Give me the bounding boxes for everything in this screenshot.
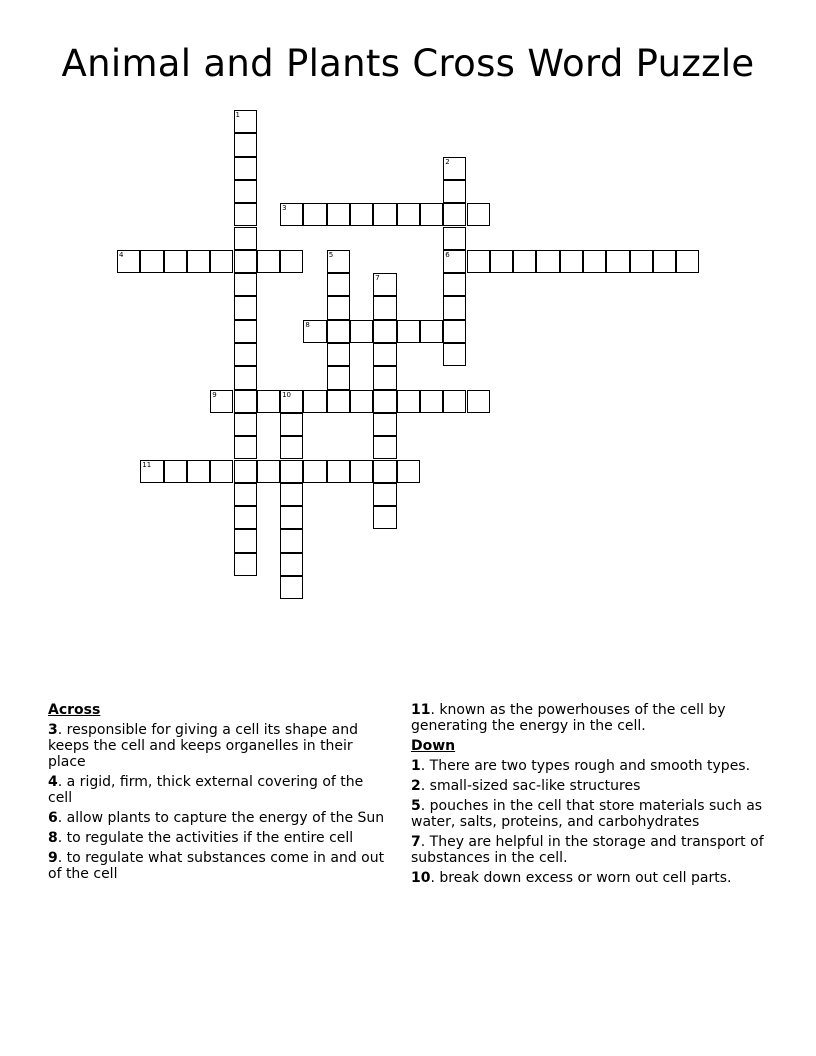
grid-cell[interactable] [210,460,233,483]
clue-across-3 [48,722,388,770]
grid-cell[interactable] [327,390,350,413]
clue-text: allow plants to capture the energy of the Sun [66,810,385,826]
clue-text: They are helpful in the storage and transport of substances in the cell. [411,834,764,866]
cell-number: 1 [235,111,240,119]
grid-cell[interactable] [420,203,443,226]
grid-cell[interactable] [397,320,420,343]
grid-cell[interactable] [397,460,420,483]
grid-cell[interactable] [490,250,513,273]
grid-cell[interactable] [234,460,257,483]
grid-cell[interactable] [257,460,280,483]
grid-cell[interactable] [373,483,396,506]
grid-cell[interactable] [164,460,187,483]
grid-cell[interactable] [280,553,303,576]
grid-cell[interactable] [280,436,303,459]
clue-down-5 [411,798,771,830]
clue-dot: . [430,702,440,718]
cell-number: 11 [142,460,152,469]
grid-cell[interactable] [443,296,466,319]
grid-cell[interactable] [443,180,466,203]
clue-number: 3 [48,722,58,738]
clue-dot: . [57,774,67,790]
grid-cell[interactable] [373,413,396,436]
grid-cell[interactable] [234,483,257,506]
grid-cell[interactable] [280,529,303,552]
grid-cell[interactable] [536,250,559,273]
grid-cell[interactable] [210,250,233,273]
clue-number: 1 [411,758,421,774]
clue-across-4 [48,774,388,806]
clue-number: 2 [411,778,421,794]
clue-text: small-sized sac-like structures [429,778,641,794]
clue-number: 9 [48,850,58,866]
grid-cell[interactable] [327,250,350,273]
clue-dot: . [57,830,67,846]
clue-dot: . [420,834,430,850]
cell-number: 8 [305,320,310,329]
clue-down-10 [411,870,771,886]
grid-cell[interactable] [373,296,396,319]
clue-dot: . [420,778,430,794]
grid-cell[interactable] [303,320,326,343]
grid-cell[interactable] [327,460,350,483]
grid-cell[interactable] [373,203,396,226]
grid-cell[interactable] [234,553,257,576]
clue-dot: . [420,758,430,774]
grid-cell[interactable] [373,506,396,529]
grid-cell[interactable] [234,180,257,203]
clue-dot: . [57,810,67,826]
grid-cell[interactable] [373,320,396,343]
grid-cell[interactable] [443,390,466,413]
cell-number: 2 [445,157,450,166]
grid-cell[interactable] [303,390,326,413]
clue-down-2 [411,778,771,794]
grid-cell[interactable] [280,203,303,226]
clue-across-9 [48,850,388,882]
grid-cell[interactable] [420,390,443,413]
grid-cell[interactable] [280,506,303,529]
grid-cell[interactable] [630,250,653,273]
clue-text: to regulate the activities if the entire cell [66,830,354,846]
clue-text: known as the powerhouses of the cell by generating the energy in the cell. [411,702,726,734]
grid-cell[interactable] [234,296,257,319]
grid-cell[interactable] [350,390,373,413]
grid-cell[interactable] [443,250,466,273]
grid-cell[interactable] [140,250,163,273]
grid-cell[interactable] [187,250,210,273]
clue-across-11 [411,702,771,734]
grid-cell[interactable] [350,203,373,226]
grid-cell[interactable] [234,203,257,226]
grid-cell[interactable] [467,203,490,226]
clue-text: pouches in the cell that store materials such as water, salts, proteins, and carbohydrates [411,798,763,830]
grid-cell[interactable] [234,506,257,529]
grid-cell[interactable] [234,273,257,296]
cell-number: 3 [282,204,287,213]
grid-cell[interactable] [234,343,257,366]
clue-down-7 [411,834,771,866]
grid-cell[interactable] [583,250,606,273]
clue-down-1 [411,758,771,774]
grid-cell[interactable] [350,320,373,343]
cell-number: 6 [445,250,450,259]
down-heading: Down [411,738,456,754]
grid-cell[interactable] [397,203,420,226]
grid-cell[interactable] [234,157,257,180]
clue-number: 6 [48,810,58,826]
clue-text: a rigid, firm, thick external covering of the cell [48,774,364,806]
grid-cell[interactable] [373,343,396,366]
grid-cell[interactable] [280,413,303,436]
clue-dot: . [430,870,440,886]
grid-cell[interactable] [443,320,466,343]
clue-number: 8 [48,830,58,846]
grid-cell[interactable] [443,343,466,366]
grid-cell[interactable] [373,273,396,296]
clue-dot: . [420,798,430,814]
cell-number: 10 [282,390,292,399]
grid-cell[interactable] [234,320,257,343]
grid-cell[interactable] [443,203,466,226]
grid-cell[interactable] [327,366,350,389]
grid-cell[interactable] [606,250,629,273]
clue-number: 10 [411,870,431,886]
grid-cell[interactable] [327,203,350,226]
grid-cell[interactable] [373,366,396,389]
cell-number: 9 [212,390,217,399]
grid-cell[interactable] [373,436,396,459]
grid-cell[interactable] [676,250,699,273]
grid-cell[interactable] [327,273,350,296]
grid-cell[interactable] [467,390,490,413]
grid-cell[interactable] [373,390,396,413]
clue-number: 7 [411,834,421,850]
grid-cell[interactable] [327,320,350,343]
grid-cell[interactable] [280,250,303,273]
cell-number: 7 [375,274,380,283]
grid-cell[interactable] [257,250,280,273]
clues-column-right [411,702,771,890]
grid-cell[interactable] [234,133,257,156]
grid-cell[interactable] [234,227,257,250]
grid-cell[interactable] [397,390,420,413]
grid-cell[interactable] [280,483,303,506]
grid-cell[interactable] [373,460,396,483]
grid-cell[interactable] [140,460,163,483]
clue-across-8 [48,830,388,846]
grid-cell[interactable] [280,390,303,413]
clue-text: There are two types rough and smooth types. [429,758,751,774]
grid-cell[interactable] [234,436,257,459]
grid-cell[interactable] [303,460,326,483]
grid-cell[interactable] [234,529,257,552]
clue-number: 5 [411,798,421,814]
grid-cell[interactable] [467,250,490,273]
clue-text: break down excess or worn out cell parts. [439,870,732,886]
clues-column-left [48,702,388,886]
grid-cell[interactable] [327,343,350,366]
grid-cell[interactable] [257,390,280,413]
grid-cell[interactable] [420,320,443,343]
grid-cell[interactable] [350,460,373,483]
clue-text: to regulate what substances come in and out of the cell [48,850,385,882]
grid-cell[interactable] [234,390,257,413]
grid-cell[interactable] [280,460,303,483]
clue-dot: . [57,722,67,738]
grid-cell[interactable] [234,366,257,389]
grid-cell[interactable] [187,460,210,483]
clue-number: 11 [411,702,431,718]
cell-number: 5 [328,250,334,259]
grid-cell[interactable] [303,203,326,226]
clue-across-6 [48,810,388,826]
clue-number: 4 [48,774,58,790]
grid-cell[interactable] [164,250,187,273]
grid-cell[interactable] [443,227,466,250]
grid-cell[interactable] [560,250,583,273]
page-title: Animal and Plants Cross Word Puzzle [61,42,755,85]
across-heading: Across [48,702,101,718]
cell-number: 4 [119,250,124,259]
grid-cell[interactable] [117,250,140,273]
grid-cell[interactable] [234,413,257,436]
grid-cell[interactable] [234,250,257,273]
grid-cell[interactable] [327,296,350,319]
grid-cell[interactable] [443,273,466,296]
grid-cell[interactable] [513,250,536,273]
grid-cell[interactable] [280,576,303,599]
grid-cell[interactable] [653,250,676,273]
clue-text: responsible for giving a cell its shape and keeps the cell and keeps organelles in their place [48,722,358,770]
grid-cell[interactable] [234,110,257,133]
grid-cell[interactable] [443,157,466,180]
clue-dot: . [57,850,67,866]
grid-cell[interactable] [210,390,233,413]
